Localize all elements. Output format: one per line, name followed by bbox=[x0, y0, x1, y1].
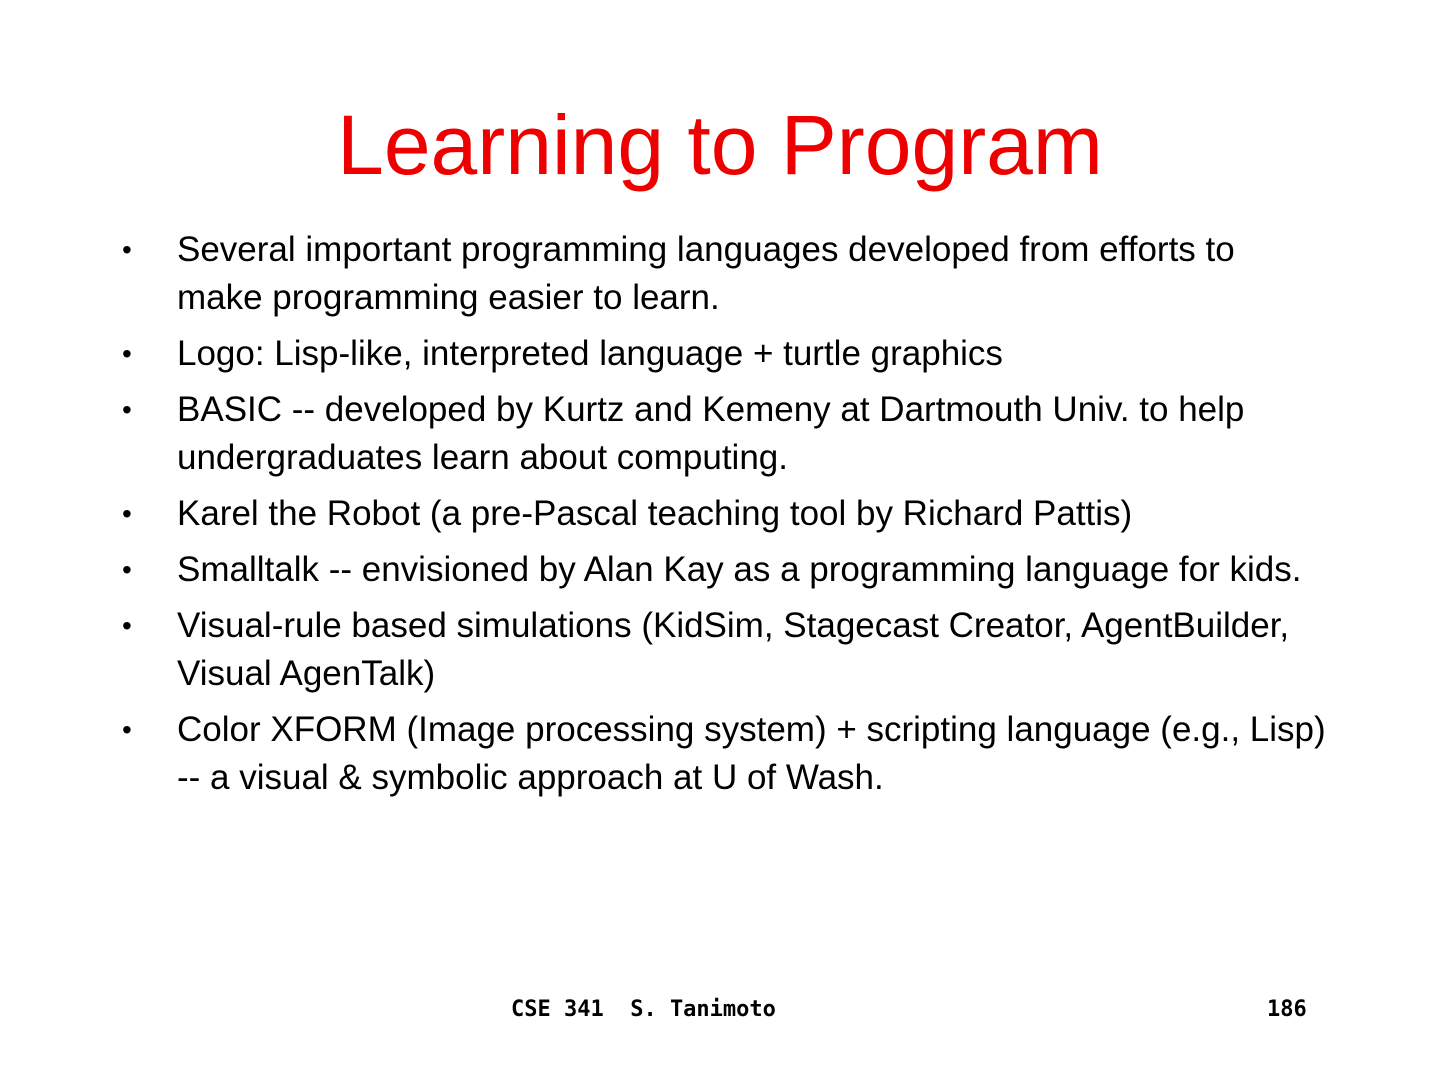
bullet-icon: • bbox=[122, 554, 132, 585]
slide-title: Learning to Program bbox=[337, 98, 1103, 192]
list-item bbox=[120, 706, 1330, 802]
bullet-icon: • bbox=[122, 338, 132, 369]
bullet-text: Logo: Lisp-like, interpreted language + turtle graphics bbox=[177, 334, 1003, 373]
bullet-text: Karel the Robot (a pre-Pascal teaching tool by Richard Pattis) bbox=[177, 494, 1133, 533]
footer-course: CSE 341 S. Tanimoto bbox=[511, 997, 776, 1022]
page-number: 186 bbox=[1267, 997, 1307, 1022]
bullet-icon: • bbox=[122, 610, 132, 641]
list-item bbox=[120, 602, 1330, 698]
bullet-list bbox=[120, 226, 1330, 810]
list-item bbox=[120, 490, 1330, 538]
list-item bbox=[120, 226, 1330, 322]
bullet-text: Visual-rule based simulations (KidSim, Stagecast Creator, AgentBuilder, Visual AgenTalk) bbox=[177, 606, 1290, 693]
bullet-text: Several important programming languages developed from efforts to make programming easier to learn. bbox=[177, 230, 1235, 317]
bullet-icon: • bbox=[122, 234, 132, 265]
bullet-text: Smalltalk -- envisioned by Alan Kay as a programming language for kids. bbox=[177, 550, 1302, 589]
bullet-icon: • bbox=[122, 714, 132, 745]
list-item bbox=[120, 546, 1330, 594]
bullet-text: BASIC -- developed by Kurtz and Kemeny at Dartmouth Univ. to help undergraduates learn about computing. bbox=[177, 390, 1245, 477]
bullet-icon: • bbox=[122, 394, 132, 425]
list-item bbox=[120, 330, 1330, 378]
bullet-text: Color XFORM (Image processing system) + scripting language (e.g., Lisp) -- a visual & symbolic approach at U of Wash. bbox=[177, 710, 1326, 797]
bullet-icon: • bbox=[122, 498, 132, 529]
list-item bbox=[120, 386, 1330, 482]
